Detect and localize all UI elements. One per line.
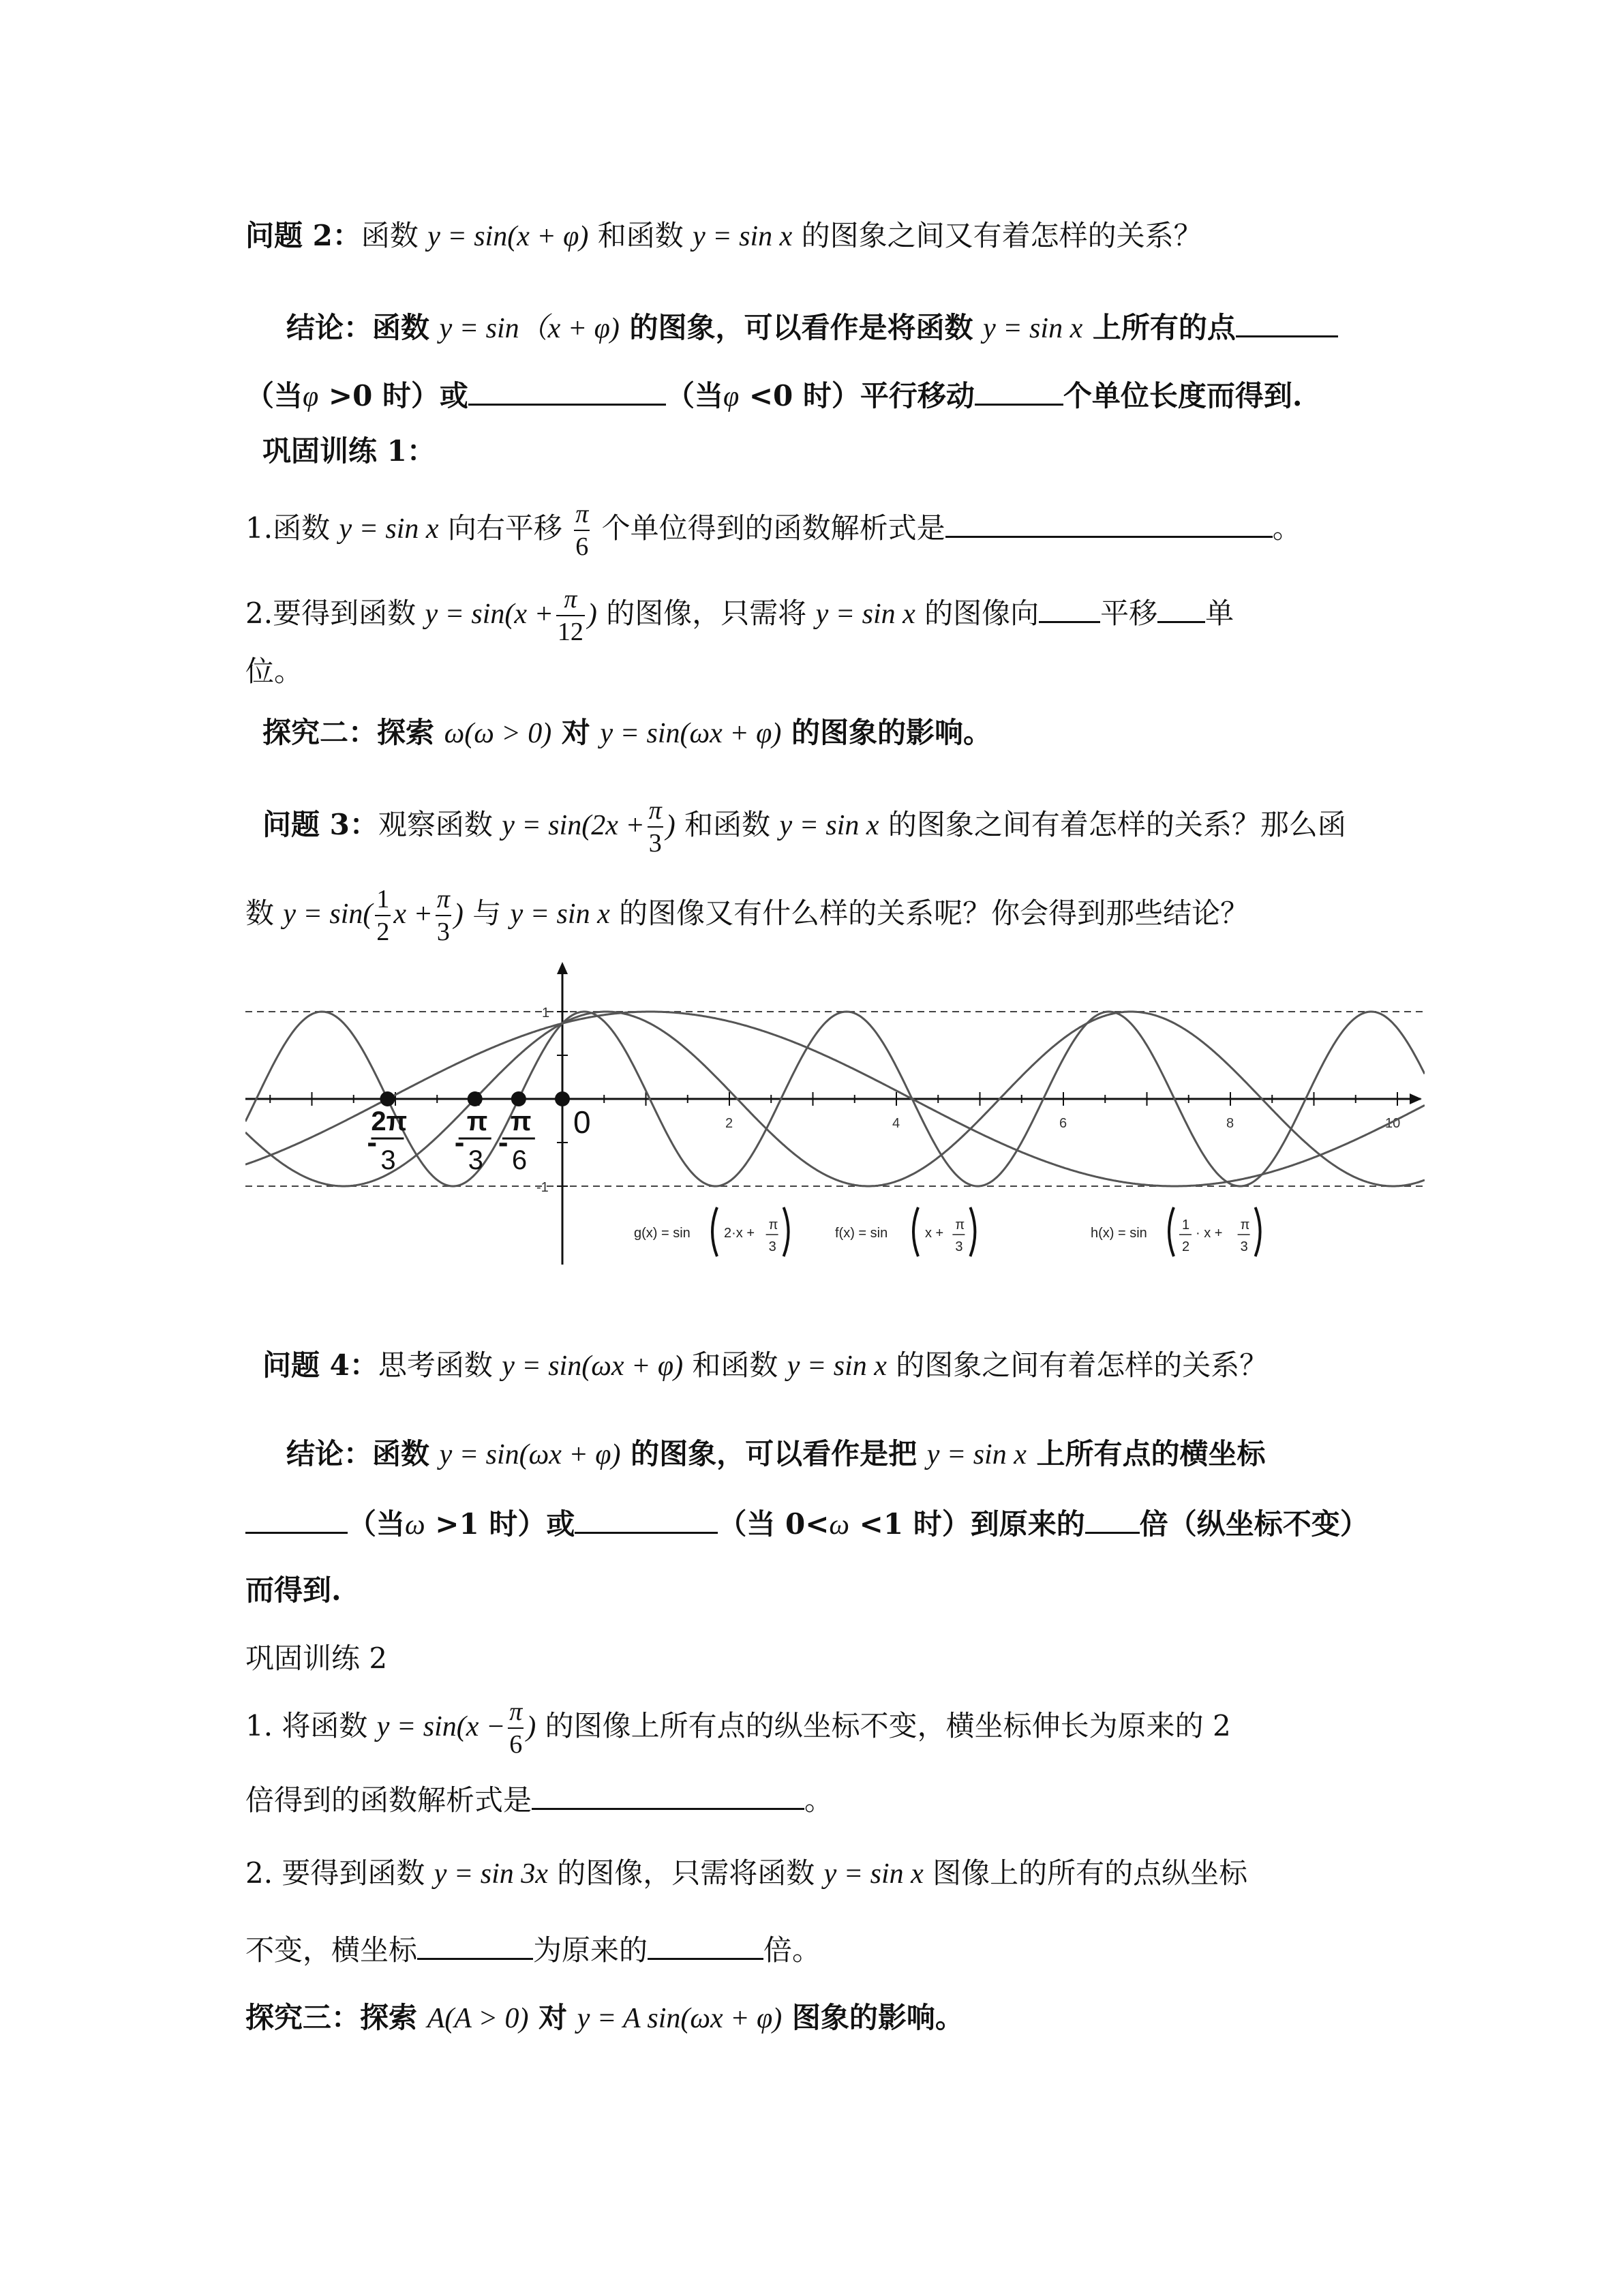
x-axis-arrow [1410,1093,1422,1104]
question-3-line1: 问题 3：观察函数 y = sin(2x + $\frac{\pi}{3}$ ) 和函数 y = sin x 的图象之间有着怎样的关系？那么函 [262,796,1346,858]
answer-blank[interactable] [468,374,666,406]
training-1-item-2-cont: 位。 [245,654,303,688]
legend-inner: 2·x + [724,1226,755,1241]
training-1-title: 巩固训练 1： [262,434,436,468]
answer-blank[interactable] [532,1778,804,1810]
legend-paren-right [1256,1207,1260,1256]
legend-inner: · x + [1196,1226,1223,1241]
point-sign: - [498,1126,509,1159]
conclusion-1-line1: 结论：函数 y = sin（x + φ) 的图象，可以看作是将函数 y = sin x 上所有的点 [286,305,1338,349]
point-label-den: 3 [380,1145,396,1175]
answer-blank[interactable] [1085,1502,1140,1534]
legend-pi: π [768,1218,778,1233]
legend-den: 3 [955,1239,963,1254]
legend-paren-left [913,1207,918,1256]
training-2-item-2-cont: 不变，横坐标 为原来的 倍。 [245,1928,821,1971]
explore-3-heading: 探究三：探索 A(A > 0) 对 y = A sin(ωx + φ) 图象的影响。 [245,2001,964,2034]
training-2-item-1: 1. 将函数 y = sin(x − $\frac{\pi}{6}$ ) 的图像上所有点的纵坐标不变，横坐标伸长为原来的 2 [245,1697,1231,1759]
answer-blank[interactable] [245,1502,348,1534]
legend-frac-den: 2 [1182,1239,1190,1254]
point-label-den: 3 [468,1145,483,1175]
training-2-item-2: 2. 要得到函数 y = sin 3x 的图像，只需将函数 y = sin x 图像上的所有的点纵坐标 [245,1856,1248,1890]
marked-point [511,1091,526,1106]
conclusion-1-line2: （当φ >0 时）或 （当φ <0 时）平行移动 个单位长度而得到. [245,374,1303,417]
x-tick-label: 6 [1059,1116,1067,1131]
y-axis-arrow [557,962,568,974]
point-sign: - [454,1126,465,1159]
y-tick-label: -1 [536,1180,549,1195]
point-label-num: 2π [371,1106,408,1136]
answer-blank[interactable] [975,374,1063,406]
conclusion-2-line3: 而得到. [245,1573,342,1607]
origin-label: 0 [573,1104,591,1140]
conclusion-2-line1: 结论：函数 y = sin(ωx + φ) 的图象，可以看作是把 y = sin x 上所有点的横坐标 [286,1437,1266,1470]
point-label-num: π [466,1106,488,1136]
x-tick-label: 8 [1226,1116,1234,1131]
marked-point [380,1091,395,1106]
point-sign: - [367,1126,378,1159]
answer-blank[interactable] [1039,591,1100,623]
training-2-title: 巩固训练 2 [245,1642,388,1675]
legend-den: 3 [1240,1239,1248,1254]
x-tick-label: 2 [725,1116,733,1131]
question-3-line2: 数 y = sin( $\frac{1}{2}$ x + $\frac{\pi}{3}$ ) 与 y = sin x 的图像又有什么样的关系呢？你会得到那些结论？ [245,885,1249,946]
answer-blank[interactable] [575,1502,718,1534]
training-1-item-2: 2.要得到函数 y = sin(x + $\frac{\pi}{12}$ ) 的图像，只需将 y = sin x 的图像向 平移 单 [245,585,1234,646]
answer-blank[interactable] [1157,591,1205,623]
question-2: 问题 2：函数 y = sin(x + φ) 和函数 y = sin x 的图象之间又有着怎样的关系？ [245,219,1202,252]
legend-inner: x + [925,1226,944,1241]
point-label-num: π [510,1106,532,1136]
sine-graph [245,958,1425,1278]
answer-blank[interactable] [648,1928,763,1960]
training-1-item-1: 1.函数 y = sin x 向右平移 $\frac{\pi}{6}$ 个单位得到的函数解析式是 。 [245,500,1301,561]
legend-paren-left [712,1207,717,1256]
legend-paren-right [970,1207,975,1256]
legend-den: 3 [768,1239,776,1254]
legend-paren-left [1169,1207,1174,1256]
legend-paren-right [784,1207,789,1256]
y-tick-label: 1 [542,1006,550,1021]
legend-pi: π [1240,1218,1250,1233]
training-2-item-1-cont: 倍得到的函数解析式是 。 [245,1778,833,1821]
marked-point [555,1091,570,1106]
explore-2-heading: 探究二：探索 ω(ω > 0) 对 y = sin(ωx + φ) 的图象的影响。 [262,716,992,749]
legend-frac-num: 1 [1182,1218,1190,1233]
answer-blank[interactable] [945,506,1273,538]
legend-prefix: g(x) = sin [634,1226,691,1241]
x-tick-label: 4 [892,1116,900,1131]
answer-blank[interactable] [417,1928,533,1960]
legend-prefix: f(x) = sin [835,1226,888,1241]
marked-point [468,1091,483,1106]
legend-prefix: h(x) = sin [1091,1226,1147,1241]
question-4: 问题 4：思考函数 y = sin(ωx + φ) 和函数 y = sin x 的图象之间有着怎样的关系？ [262,1348,1269,1382]
conclusion-2-line2: （当ω >1 时）或 （当 0<ω <1 时）到原来的 倍（纵坐标不变） [245,1502,1369,1545]
x-tick-label: 10 [1385,1116,1401,1131]
point-label-den: 6 [511,1145,528,1175]
answer-blank[interactable] [1236,305,1338,337]
legend-pi: π [955,1218,965,1233]
